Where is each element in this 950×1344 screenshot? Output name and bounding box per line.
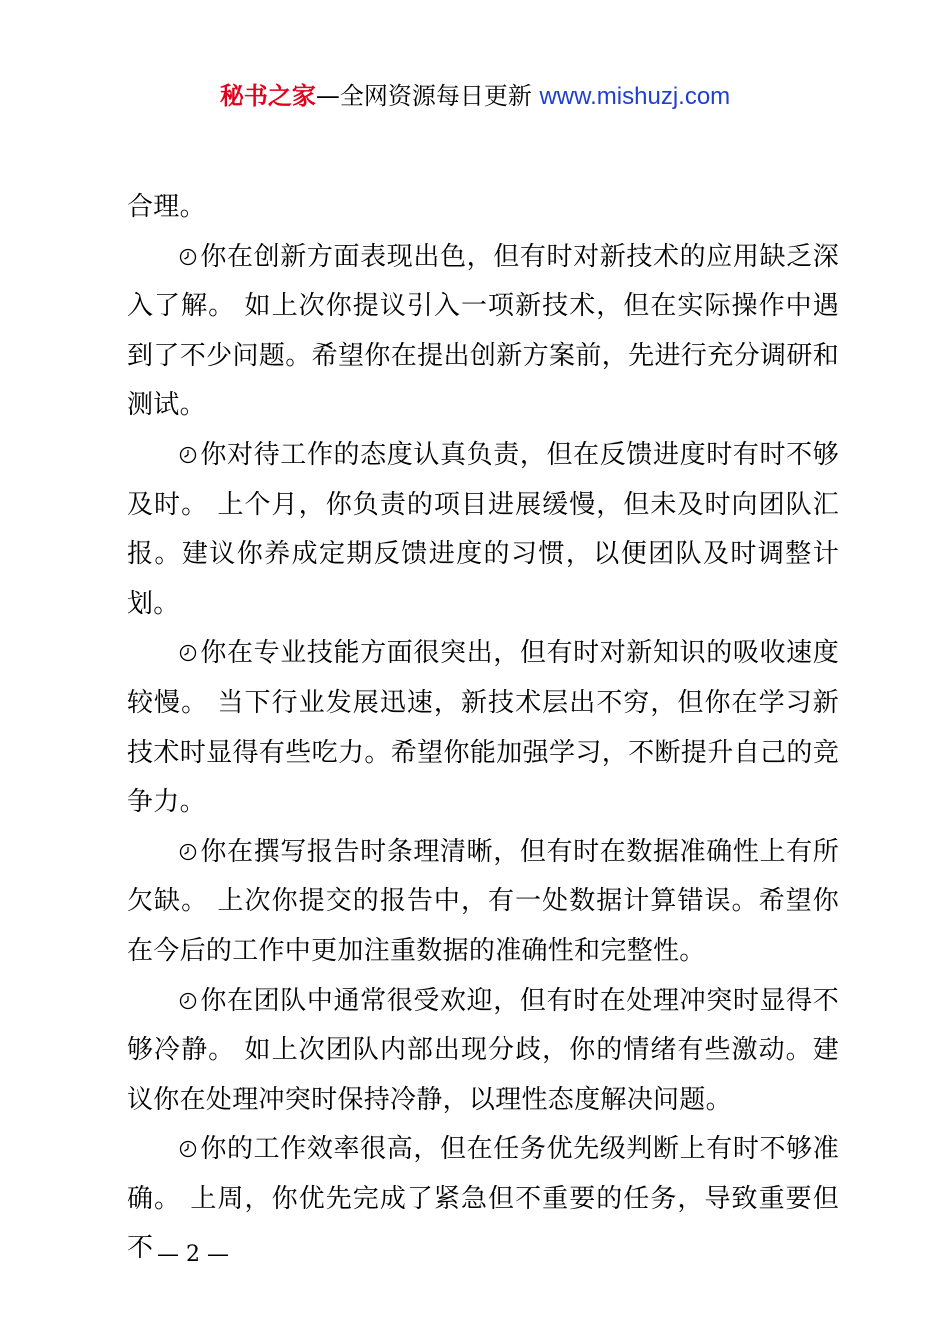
clock-icon xyxy=(179,644,197,662)
paragraph-item xyxy=(127,629,839,827)
clock-icon xyxy=(179,843,197,861)
site-url-link[interactable]: www.mishuzj.com xyxy=(539,83,731,110)
clock-icon xyxy=(179,248,197,266)
paragraph-item xyxy=(127,977,839,1126)
paragraph-text: 你在专业技能方面很突出，但有时对新知识的吸收速度较慢。 当下行业发展迅速，新技术层出不穷，但你在学习新技术时显得有些吃力。希望你能加强学习，不断提升自己的竞争力。 xyxy=(127,638,839,818)
paragraph-text: 合理。 xyxy=(127,192,206,222)
paragraph-item xyxy=(127,431,839,629)
header-tagline: 全网资源每日更新 xyxy=(339,82,532,110)
paragraph-text: 你在团队中通常很受欢迎，但有时在处理冲突时显得不够冷静。 如上次团队内部出现分歧，你的情绪有些激动。建议你在处理冲突时保持冷静，以理性态度解决问题。 xyxy=(127,985,839,1115)
page-number: — 2 — xyxy=(157,1242,229,1267)
paragraph-text: 你在撰写报告时条理清晰，但有时在数据准确性上有所欠缺。 上次你提交的报告中，有一处数据计算错误。希望你在今后的工作中更加注重数据的准确性和完整性。 xyxy=(127,836,839,966)
paragraph-text: 你在创新方面表现出色，但有时对新技术的应用缺乏深入了解。 如上次你提议引入一项新技术，但在实际操作中遇到了不少问题。希望你在提出创新方案前，先进行充分调研和测试。 xyxy=(127,241,839,421)
paragraph-text: 你的工作效率很高，但在任务优先级判断上有时不够准确。 上周，你优先完成了紧急但不重要的任务，导致重要但不 xyxy=(127,1134,839,1264)
clock-icon xyxy=(179,992,197,1010)
paragraph-text: 你对待工作的态度认真负责，但在反馈进度时有时不够及时。 上个月，你负责的项目进展缓慢，但未及时向团队汇报。建议你养成定期反馈进度的习惯，以便团队及时调整计划。 xyxy=(127,439,839,619)
page-header xyxy=(0,80,950,113)
paragraph-item xyxy=(127,828,839,977)
paragraph-continuation xyxy=(127,183,839,233)
paragraph-item xyxy=(127,1125,839,1274)
clock-icon xyxy=(179,1140,197,1158)
document-body xyxy=(127,183,839,1274)
paragraph-item xyxy=(127,233,839,431)
brand-name: 秘书之家 xyxy=(219,82,316,110)
clock-icon xyxy=(179,446,197,464)
header-dash: — xyxy=(315,82,340,110)
